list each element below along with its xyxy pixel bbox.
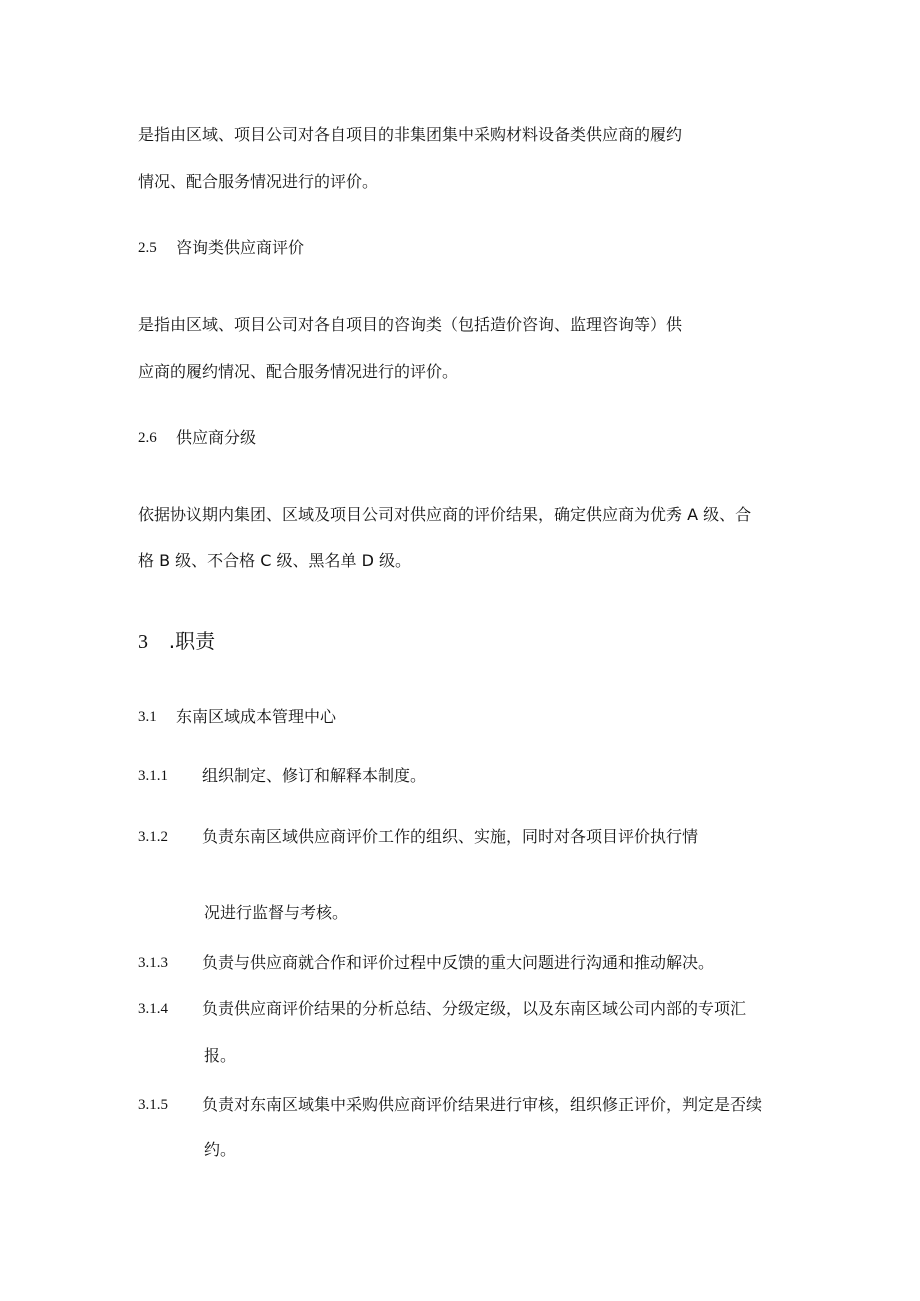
chapter-number: 3: [138, 631, 148, 653]
paragraph-line: 依据协议期内集团、区域及项目公司对供应商的评价结果，确定供应商为优秀 A 级、合: [138, 505, 752, 524]
paragraph-line: 应商的履约情况、配合服务情况进行的评价。: [138, 362, 459, 381]
chapter-title: .职责: [168, 629, 216, 653]
section-title: 东南区域成本管理中心: [176, 707, 337, 726]
paragraph-line: 格 B 级、不合格 C 级、黑名单 D 级。: [138, 551, 411, 570]
paragraph-line: 是指由区域、项目公司对各自项目的咨询类（包括造价咨询、监理咨询等）供: [138, 315, 683, 334]
item-number: 3.1.2: [138, 829, 168, 845]
item-text: 组织制定、修订和解释本制度。: [202, 766, 427, 785]
section-number: 3.1: [138, 709, 157, 725]
item-number: 3.1.3: [138, 955, 168, 971]
chapter-heading: [138, 628, 215, 655]
item-text-continued: 约。: [204, 1140, 237, 1159]
paragraph-line: 是指由区域、项目公司对各自项目的非集团集中采购材料设备类供应商的履约: [138, 125, 683, 144]
item-text: 负责供应商评价结果的分析总结、分级定级，以及东南区域公司内部的专项汇: [202, 999, 747, 1018]
section-number: 2.5: [138, 240, 157, 256]
item-text: 负责东南区域供应商评价工作的组织、实施，同时对各项目评价执行情: [202, 827, 699, 846]
item-text: 负责对东南区域集中采购供应商评价结果进行审核，组织修正评价，判定是否续: [202, 1095, 763, 1114]
item-number: 3.1.1: [138, 768, 168, 784]
item-number: 3.1.4: [138, 1001, 168, 1017]
section-title: 供应商分级: [176, 428, 257, 447]
section-number: 2.6: [138, 430, 157, 446]
item-number: 3.1.5: [138, 1097, 168, 1113]
paragraph-line: 情况、配合服务情况进行的评价。: [138, 172, 379, 191]
item-text: 负责与供应商就合作和评价过程中反馈的重大问题进行沟通和推动解决。: [202, 953, 715, 972]
item-text-continued: 报。: [204, 1046, 237, 1065]
item-text-continued: 况进行监督与考核。: [204, 903, 349, 922]
section-title: 咨询类供应商评价: [176, 238, 305, 257]
